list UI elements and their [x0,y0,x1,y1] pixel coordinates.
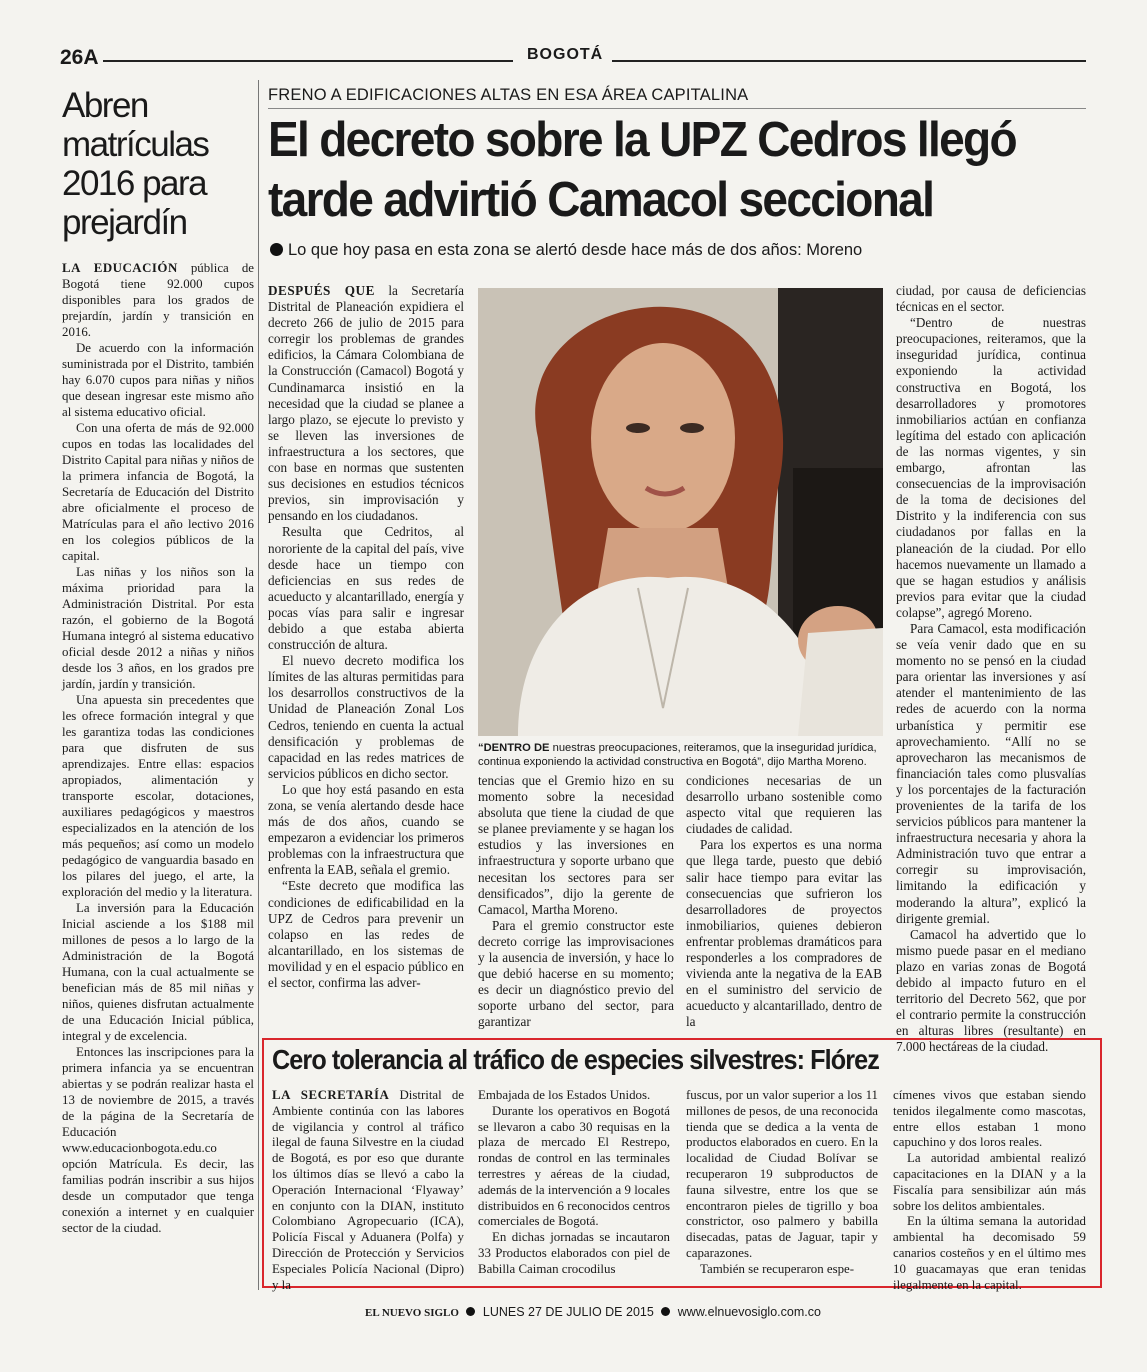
sidebar-title-line: Abren [62,86,148,125]
main-col-3 [686,773,882,1031]
lead-in: DESPUÉS QUE [268,283,375,298]
box-col-3 [686,1088,878,1278]
box-col-1 [272,1088,464,1293]
paragraph: En la última semana la autoridad ambiental ha decomisado 59 canarios costeños y en el último mes 10 guacamayas que eran tenidas ilegalmente en la capital. [893,1214,1086,1292]
paragraph: Entonces las inscripciones para la primera infancia ya se encuentran abiertas y se podrán realizar hasta el 13 de noviembre de 2015, a través de la página de la Secretaría de Educación www.educacionbogota.edu.co opción Matrícula. Es decir, las familias podrán inscribir a sus hijos desde un computador que tenga conexión a internet y en cualquier sector de la ciudad. [62,1045,254,1235]
column-divider [258,80,259,1290]
bullet-icon [270,243,283,256]
paragraph: Camacol ha advertido que lo mismo puede pasar en el mediano plazo en varias zonas de Bogotá debido al impacto futuro en el territorio del Decreto 562, que por el contrario permite la construcción en alturas libres (resultante) en 7.000 hectáreas de la ciudad. [896,926,1086,1055]
paragraph-text: Distrital de Ambiente continúa con las labores de vigilancia y control al tráfico ilegal de fauna Silvestre en la ciudad de Bogotá, es por eso que durante los últimos días se llevó a cabo la Operación Internacional ‘Flyaway’ en conjunto con la DIAN, instituto Colombiano Agropecuario (ICA), Policía Fiscal y Aduanera (Polfa) y Dirección de Protección y Servicios Especiales Policía Nacional (Dipro) y la [272,1088,464,1292]
sidebar-title-line: matrículas [62,125,209,164]
photo-caption [478,741,883,769]
paragraph: Embajada de los Estados Unidos. [478,1088,651,1102]
headline-line: El decreto sobre la UPZ Cedros llegó [268,113,1016,167]
paragraph: fuscus, por un valor superior a los 11 millones de pesos, de una reconocida tienda que se dedica a la venta de productos elaborados en cuero. En la localidad de Ciudad Bolívar se recuperaron 19 subproductos de fauna silvestre, entre los que se encontraron pieles de tigrillo y boa constrictor, oso palmero y babilla disecadas, patas de Jaguar, tapir y caparazones. [686,1088,878,1260]
bullet-icon [466,1307,475,1316]
subhead [270,241,862,260]
paragraph: La autoridad ambiental realizó capacitaciones en la DIAN y a la Fiscalía para sensibilizar aún más sobre los delitos ambientales. [893,1151,1086,1213]
header-rule-right [612,60,1086,62]
box-col-2 [478,1088,670,1278]
headline-line: tarde advirtió Camacol seccional [268,173,934,227]
paragraph: Durante los operativos en Bogotá se llevaron a cabo 30 requisas en la plaza de mercado El Restrepo, rondas de control en las terminales terrestres y aéreas de la ciudad, además de la intervención a 9 locales distribuidos en 6 reconocidos centros comerciales de Bogotá. [478,1103,670,1229]
paragraph: ciudad, por causa de deficiencias técnicas en el sector. [896,283,1086,315]
paragraph: Las niñas y los niños son la máxima prioridad para la Administración Distrital. Por esta razón, el gobierno de la Bogotá Humana integró al sistema educativo oficial desde 2012 a niñas y niños desde los 3 años, en los grados pre jardín, jardín y transición. [62,565,254,691]
paragraph: Para los expertos es una norma que llega tarde, puesto que debió salir hace tiempo para evitar las consecuencias que sufrieron los desarrolladores de proyectos inmobiliarios, quienes debieron enfrentar problemas dramáticos para responderles a los compradores de vivienda ante la negativa de la EAB en el suministro del servicio de acueducto y alcantarillado, dentro de la [686,837,882,1030]
paragraph [268,283,464,524]
subhead-text: Lo que hoy pasa en esta zona se alertó desde hace más de dos años: Moreno [288,241,863,259]
main-col-2 [478,773,674,1031]
sidebar-title-line: 2016 para [62,164,207,203]
footer-brand: EL NUEVO SIGLO [365,1307,459,1319]
sidebar-body [62,260,254,1236]
paragraph: Resulta que Cedritos, al nororiente de la capital del país, vive desde hace un tiempo con deficiencias en sus redes de acueducto y alcantarillado, energía y pocas vías para salir e ingresar debido a que estaba abierta construcción de altura. [268,524,464,653]
paragraph: En dichas jornadas se incautaron 33 Productos elaborados con piel de Babilla Caiman crocodilus [478,1230,670,1276]
footer [365,1305,821,1319]
sidebar-title-line: prejardín [62,203,187,242]
paragraph: El nuevo decreto modifica los límites de las alturas permitidas para los desarrollos constructivos de la Unidad de Planeación Zonal Los Cedros, teniendo en cuenta la actual densificación y problemas de capacidad en las redes matrices de servicios públicos en dicho sector. [268,653,464,781]
section-title: BOGOTÁ [527,46,604,63]
paragraph-text: la Secretaría Distrital de Planeación expidiera el decreto 266 de julio de 2015 para corregir los problemas de grandes edificios, la Cámara Colombiana de la Construcción (Camacol) Bogotá y Cundinamarca insistió en la necesidad que la ciudad se planee a largo plazo, se ejecute lo previsto y se lleven las inversiones de infraestructura a los sectores, que con base en normas que sustenten sus decisiones en estudios técnicos previos, sin improvisación y pensando en los ciudadanos. [268,283,464,524]
paragraph: “Dentro de nuestras preocupaciones, reiteramos, que la inseguridad jurídica, continua exponiendo la actividad constructiva en Bogotá, los desarrolladores y promotores inmobiliarios actúan en confianza legítima del estado con aplicación de las normas vigentes, y sin embargo, afrontan las consecuencias de la improvisación de la toma de decisiones del Distrito y la indiferencia con sus ciudadanos por fallas en la planeación de la ciudad. Por ello hacemos nuevamente un llamado a que se hagan estudios y análisis previos para evitar que la ciudad colapse”, agregó Moreno. [896,315,1086,620]
bullet-icon [661,1307,670,1316]
box-headline: Cero tolerancia al tráfico de especies silvestres: Flórez [272,1044,879,1075]
paragraph: címenes vivos que estaban siendo tenidos ilegalmente como mascotas, entre ellos estaban 1 mono capuchino y dos loros reales. [893,1088,1086,1150]
paragraph: Para el gremio constructor este decreto corrige las improvisaciones y la ausencia de inversión, y hace lo que debió hacerse en su momento; es decir un diagnóstico previo del soporte urbano del sector, para garantizar [478,917,674,1030]
paragraph: Una apuesta sin precedentes que les ofrece formación integral y que les garantiza todas las condiciones para que disfruten de sus aprendizajes. Entre ellas: espacios apropiados, alimentación y transporte escolar, dotaciones, auxiliares pedagógicos y maestros especializados en la atención de los más pequeños; así como un modelo pedagógico de vanguardia basado en los pilares del juego, el arte, la exploración del medio y la literatura. [62,693,254,899]
headline [268,110,1039,230]
main-col-4 [896,283,1086,1056]
page-number: 26A [60,46,99,69]
paragraph: La inversión para la Educación Inicial asciende a los $188 mil millones de pesos a lo largo de la Administración de la Bogotá Humana, con la cual actualmente se benefician más de 85 mil niñas y niños, quienes disfrutan actualmente de una Educación Inicial pública, integral y de excelencia. [62,901,254,1043]
paragraph: Con una oferta de más de 92.000 cupos en todas las localidades del Distrito Capital para niñas y niños de la primera infancia de Bogotá, la Secretaría de Educación del Distrito abre oficialmente el proceso de Matrículas para el año lectivo 2016 en los colegios públicos de la capital. [62,421,254,563]
paragraph: Para Camacol, esta modificación se veía venir dado que en su momento no se pensó en la ciudad para orientar las inversiones y así atender el mantenimiento de las redes de acuerdo con la norma urbanística y permitir ese aprovechamiento. “Allí no se aprovecharon las mecanismos de financiación tales como plusvalías y los porcentajes de la facturación provenientes de la tarifa de los servicios públicos para mantener la infraestructura necesaria y ahora la Administración tuvo que entrar a corregir su improvisación, limitando la edificación y moderando la altura”, explicó la dirigente gremial. [896,620,1086,926]
kicker-rule [268,108,1086,109]
caption-text: nuestras preocupaciones, reiteramos, que la inseguridad jurídica, continua exponiendo la actividad constructiva en Bogotá”, dijo Martha Moreno. [478,742,877,768]
portrait-illustration [478,288,883,736]
sidebar-title [62,86,262,242]
lead-in: LA SECRETARÍA [272,1088,390,1102]
paragraph: condiciones necesarias de un desarrollo urbano sostenible como aspecto vital que requieren las ciudades de calidad. [686,773,882,837]
footer-url: www.elnuevosiglo.com.co [677,1305,821,1319]
paragraph: De acuerdo con la información suministrada por el Distrito, también hay 6.070 cupos para niñas y niños que desean ingresar este mismo año al sistema educativo oficial. [62,341,254,419]
header-rule-left [103,60,513,62]
paragraph-text: pública de Bogotá tiene 92.000 cupos disponibles para los grados de prejardín, jardín y transición en 2016. [62,261,254,339]
paragraph: tencias que el Gremio hizo en su momento sobre la necesidad absoluta que tiene la ciudad de que se planee previamente y se hagan los estudios y las inversiones en infraestructura y soporte urbano que necesitan los sectores para ser densificados”, dijo la gerente de Camacol, Martha Moreno. [478,773,674,917]
photo-martha-moreno [478,288,883,736]
paragraph [62,260,254,340]
paragraph: “Este decreto que modifica las condiciones de edificabilidad en la UPZ de Cedros para prevenir un colapso en las redes de alcantarillado, en los sistemas de movilidad y en el espacio público en el sector, confirma las adver- [268,878,464,991]
lead-in: LA EDUCACIÓN [62,261,178,275]
kicker: FRENO A EDIFICACIONES ALTAS EN ESA ÁREA CAPITALINA [268,86,749,104]
main-col-1 [268,283,464,991]
paragraph: También se recuperaron espe- [700,1261,855,1276]
paragraph [272,1088,464,1293]
paragraph: Lo que hoy está pasando en esta zona, se venía alertando desde hace más de dos años, cuando se empezaron a evidenciar los primeros problemas con la infraestructura que enfrenta la EAB, señala el gremio. [268,781,464,878]
footer-date: LUNES 27 DE JULIO DE 2015 [482,1305,654,1319]
box-col-4 [893,1088,1086,1293]
caption-lead: “DENTRO DE [478,742,550,754]
